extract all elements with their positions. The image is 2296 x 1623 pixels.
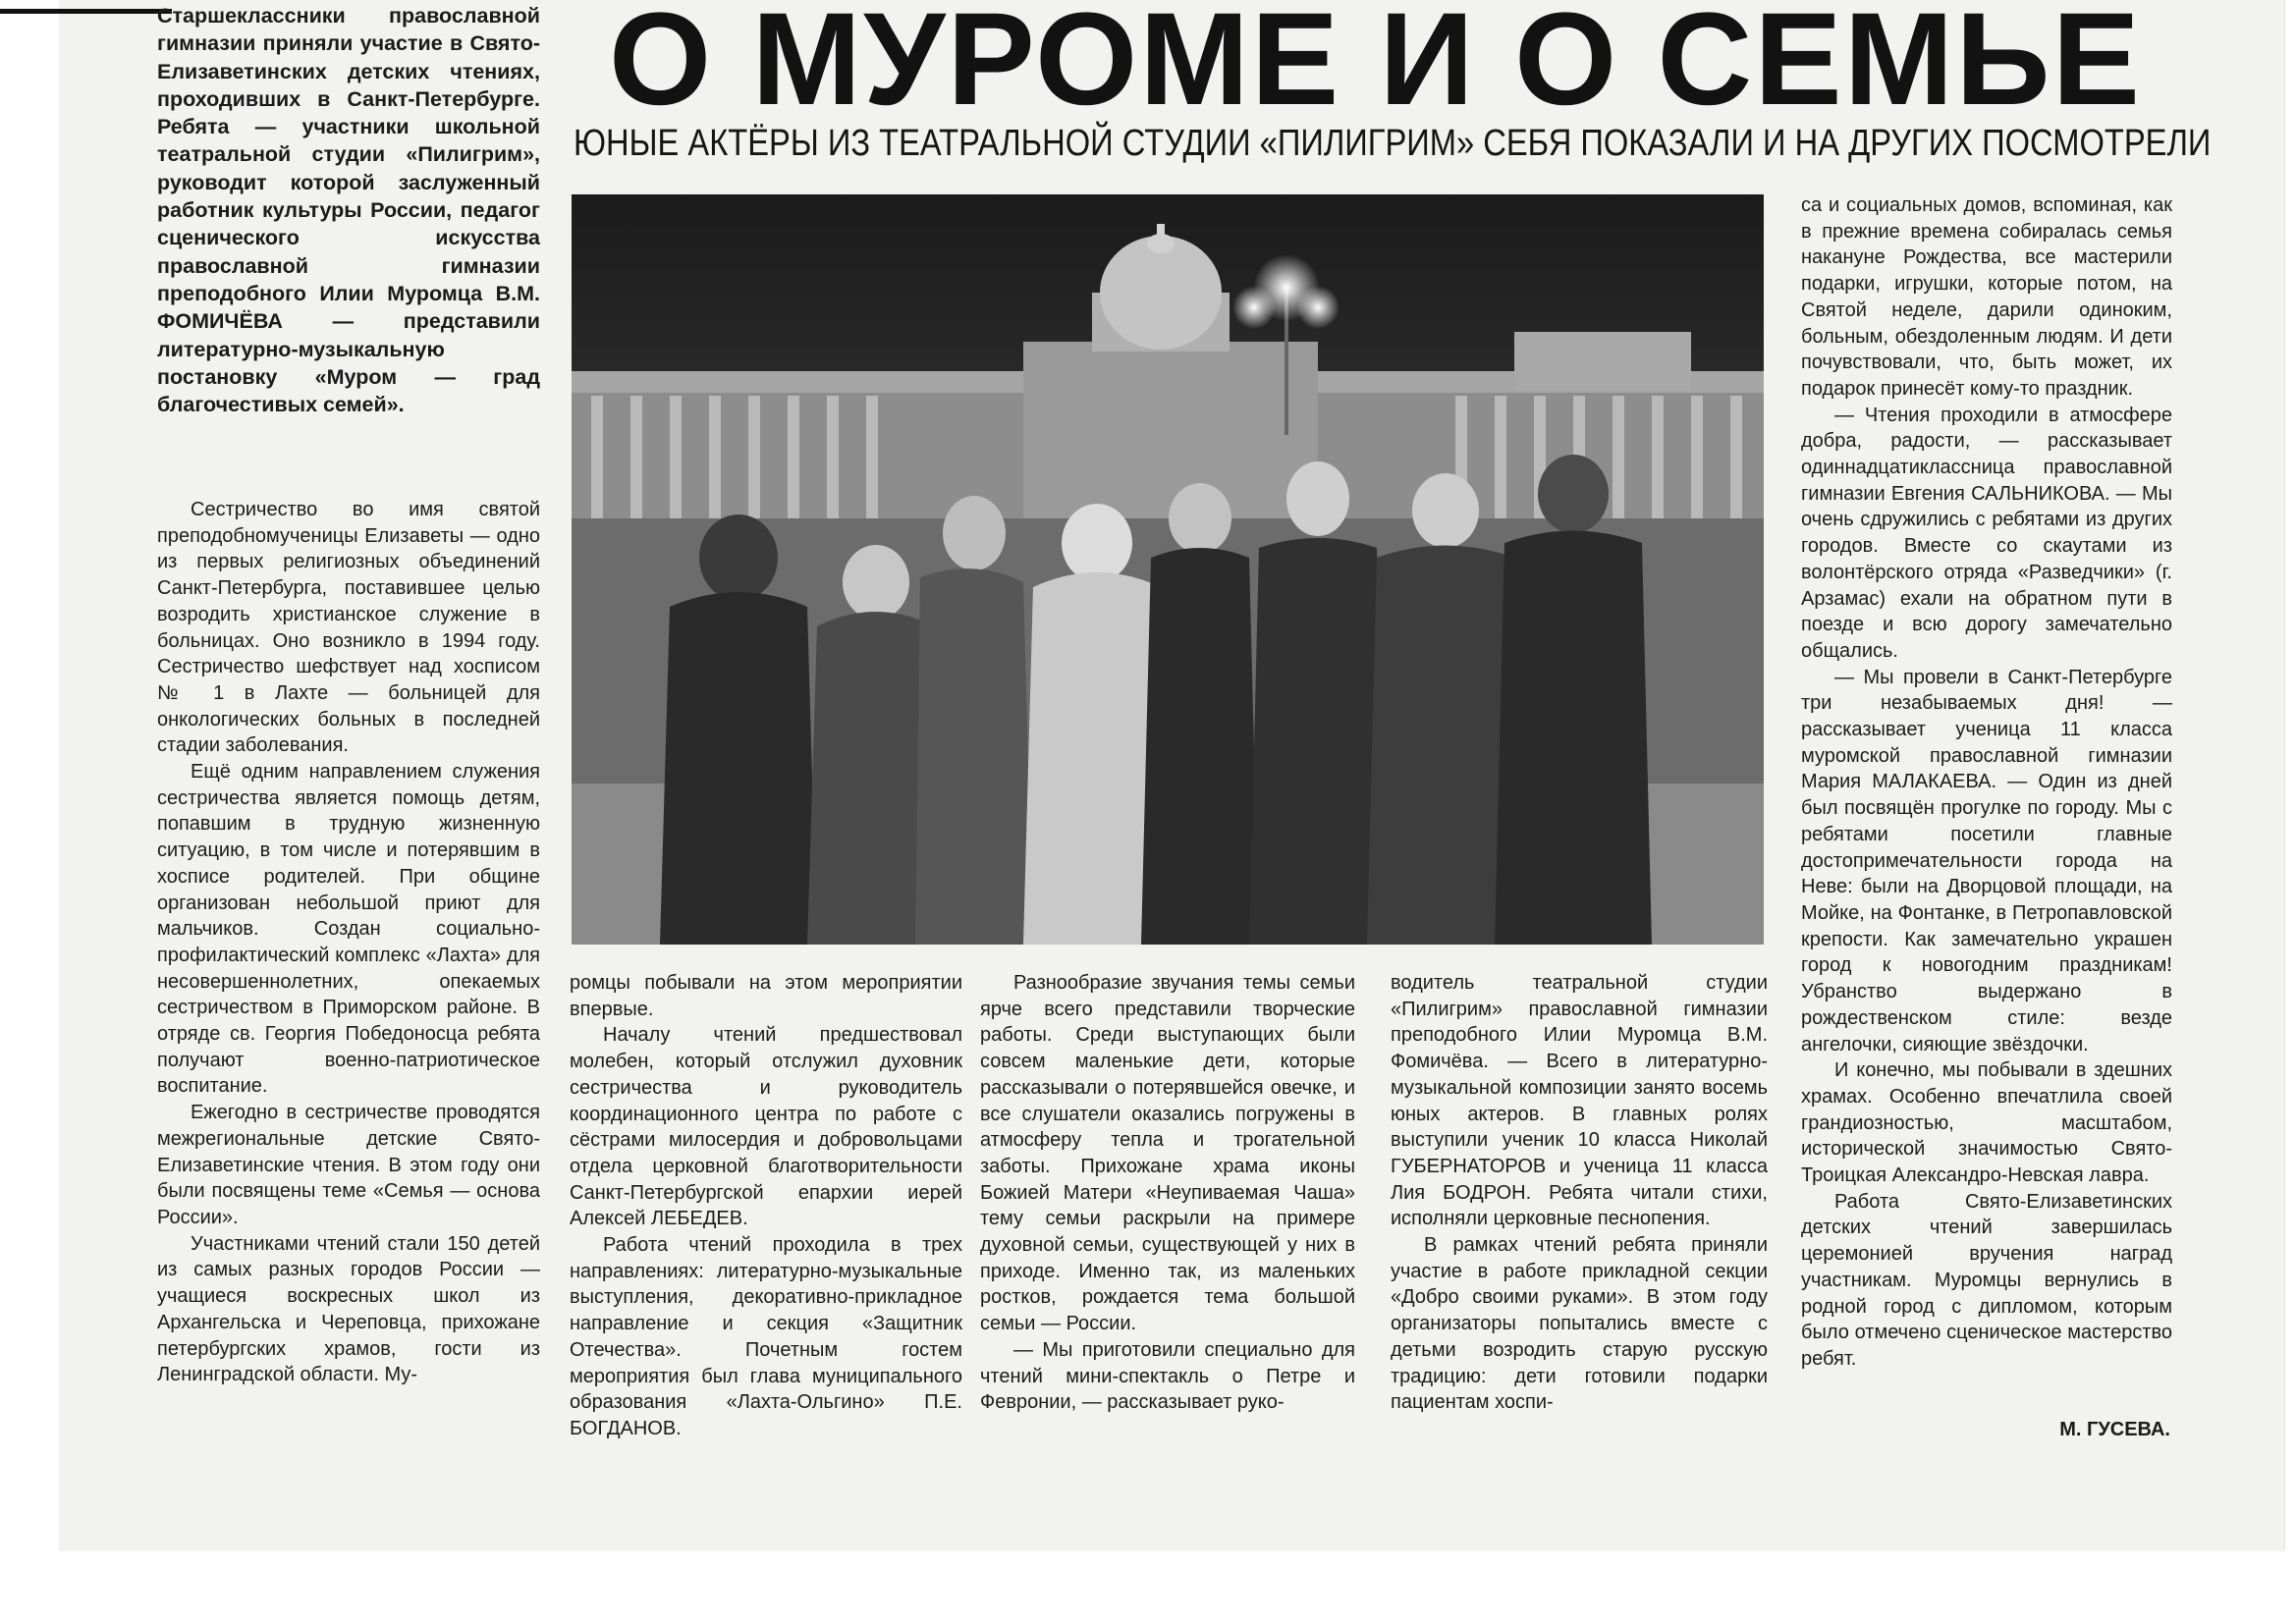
paragraph: Работа чтений проходила в трех направлениях: литературно-музыкальные выступления, декоративно-прикладное направление и секция «Защитник Отечества». Почетным гостем мероприятия был глава муниципального образования «Лахта-Ольгино» П.Е. БОГДАНОВ. — [570, 1234, 962, 1439]
top-rule — [0, 9, 172, 14]
headline: О МУРОМЕ И О СЕМЬЕ — [609, 0, 2142, 133]
lead-paragraph: Старшеклассники православной гимназии приняли участие в Свято-Елизаветинских детских чтениях, проходивших в Санкт-Петербурге. Ребята — участники школьной театральной студии «Пилигрим», руководит которой заслуженный работник культуры России, педагог сценического искусства православной гимназии преподобного Илии Муромца В.М. ФОМИЧЁВА — представили литературно-музыкальную постановку «Муром — град благочестивых семей». — [157, 4, 540, 417]
paragraph: — Мы приготовили специально для чтений мини-спектакль о Петре и Февронии, — рассказывает руко- — [980, 1338, 1355, 1414]
article-column-5 — [1801, 192, 2172, 1373]
paragraph: В рамках чтений ребята приняли участие в работе прикладной секции «Добро своими руками». В этом году организаторы попытались вместе с детьми возродить старую русскую традицию: дети готовили подарки пациентам хоспи- — [1391, 1234, 1768, 1414]
paragraph: Участниками чтений стали 150 детей из самых разных городов России — учащиеся воскресных школ из Архангельска и Череповца, прихожане петербургских храмов, гости из Ленинградской области. Му- — [157, 1232, 540, 1386]
paragraph: Ежегодно в сестричестве проводятся межрегиональные детские Свято-Елизаветинские чтения. В этом году они были посвящены теме «Семья — основа России». — [157, 1102, 540, 1228]
article-column-2 — [570, 970, 962, 1442]
paragraph: Ещё одним направлением служения сестричества является помощь детям, попавшим в трудную жизненную ситуацию, в том числе и потерявшим в хосписе родителей. При общине организован небольшой приют для мальчиков. Создан социально-профилактический комплекс «Лахта» для несовершеннолетних, опекаемых сестричеством в Приморском районе. В отряде св. Георгия Победоносца ребята получают военно-патриотическое воспитание. — [157, 761, 540, 1098]
paragraph: са и социальных домов, вспоминая, как в прежние времена собиралась семья накануне Рождества, все мастерили подарки, игрушки, которые потом, на Святой неделе, дарили одиноким, больным, обездоленным людям. И дети почувствовали, что, быть может, их подарок принесёт кому-то праздник. — [1801, 194, 2172, 400]
paragraph: Работа Свято-Елизаветинских детских чтений завершилась церемонией вручения наград участникам. Муромцы вернулись в родной город с дипломом, которым было отмечено сценическое мастерство ребят. — [1801, 1190, 2172, 1370]
paragraph: Сестричество во имя святой преподобномученицы Елизаветы — одно из первых религиозных объединений Санкт-Петербурга, поставившее целью возродить христианское служение в больницах. Оно возникло в 1994 году. Сестричество шефствует над хосписом № 1 в Лахте — больницей для онкологических больных в последней стадии заболевания. — [157, 499, 540, 757]
paragraph: И конечно, мы побывали в здешних храмах. Особенно впечатлила своей грандиозностью, масштабом, исторической значимостью Свято-Троицкая Александро-Невская лавра. — [1801, 1059, 2172, 1187]
paragraph: — Мы провели в Санкт-Петербурге три незабываемых дня! — рассказывает ученица 11 класса муромской православной гимназии Мария МАЛАКАЕВА. — Один из дней был посвящён прогулке по городу. Мы с ребятами посетили главные достопримечательности города на Неве: были на Дворцовой площади, на Мойке, на Фонтанке, в Петропавловской крепости. Как замечательно украшен город к новогодним праздникам! Убранство выдержано в рождественском стиле: везде ангелочки, сияющие звёздочки. — [1801, 666, 2172, 1055]
paragraph: Разнообразие звучания темы семьи ярче всего представили творческие работы. Среди выступающих были совсем маленькие дети, которые рассказывали о потерявшейся овечке, и все слушатели оказались погружены в атмосферу тепла и трогательной заботы. Прихожане храма иконы Божией Матери «Неупиваемая Чаша» тему семьи раскрыли на примере духовной семьи, существующей у них в приходе. Именно так, из маленьких ростков, рождается тема большой семьи — России. — [980, 972, 1355, 1335]
article-column-3 — [980, 970, 1355, 1416]
byline: М. ГУСЕВА. — [2059, 1419, 2170, 1440]
subheadline: ЮНЫЕ АКТЁРЫ ИЗ ТЕАТРАЛЬНОЙ СТУДИИ «ПИЛИГРИМ» СЕБЯ ПОКАЗАЛИ И НА ДРУГИХ ПОСМОТРЕЛИ — [574, 123, 2212, 164]
paragraph: водитель театральной студии «Пилигрим» православной гимназии преподобного Илии Муромца В.М. Фомичёва. — Всего в литературно-музыкальной композиции занято восемь юных актеров. В главных ролях выступили ученик 10 класса Николай ГУБЕРНАТОРОВ и ученица 11 класса Лия БОДРОН. Ребята читали стихи, исполняли церковные песнопения. — [1391, 972, 1768, 1230]
article-column-1 — [157, 497, 540, 1388]
paragraph: Началу чтений предшествовал молебен, который отслужил духовник сестричества и руководитель координационного центра по работе с сёстрами милосердия и добровольцами отдела церковной благотворительности Санкт-Петербургской епархии иерей Алексей ЛЕБЕДЕВ. — [570, 1024, 962, 1230]
paragraph: ромцы побывали на этом мероприятии впервые. — [570, 972, 962, 1020]
paragraph: — Чтения проходили в атмосфере добра, радости, — рассказывает одиннадцатиклассница православной гимназии Евгения САЛЬНИКОВА. — Мы очень сдружились с ребятами из других городов. Вместе со скаутами из волонтёрского отряда «Разведчики» (г. Арзамас) ехали на обратном пути в поезде и всю дорогу замечательно общались. — [1801, 404, 2172, 662]
group-photo — [572, 194, 1764, 945]
photo-image — [572, 194, 1764, 945]
article-column-4 — [1391, 970, 1768, 1416]
